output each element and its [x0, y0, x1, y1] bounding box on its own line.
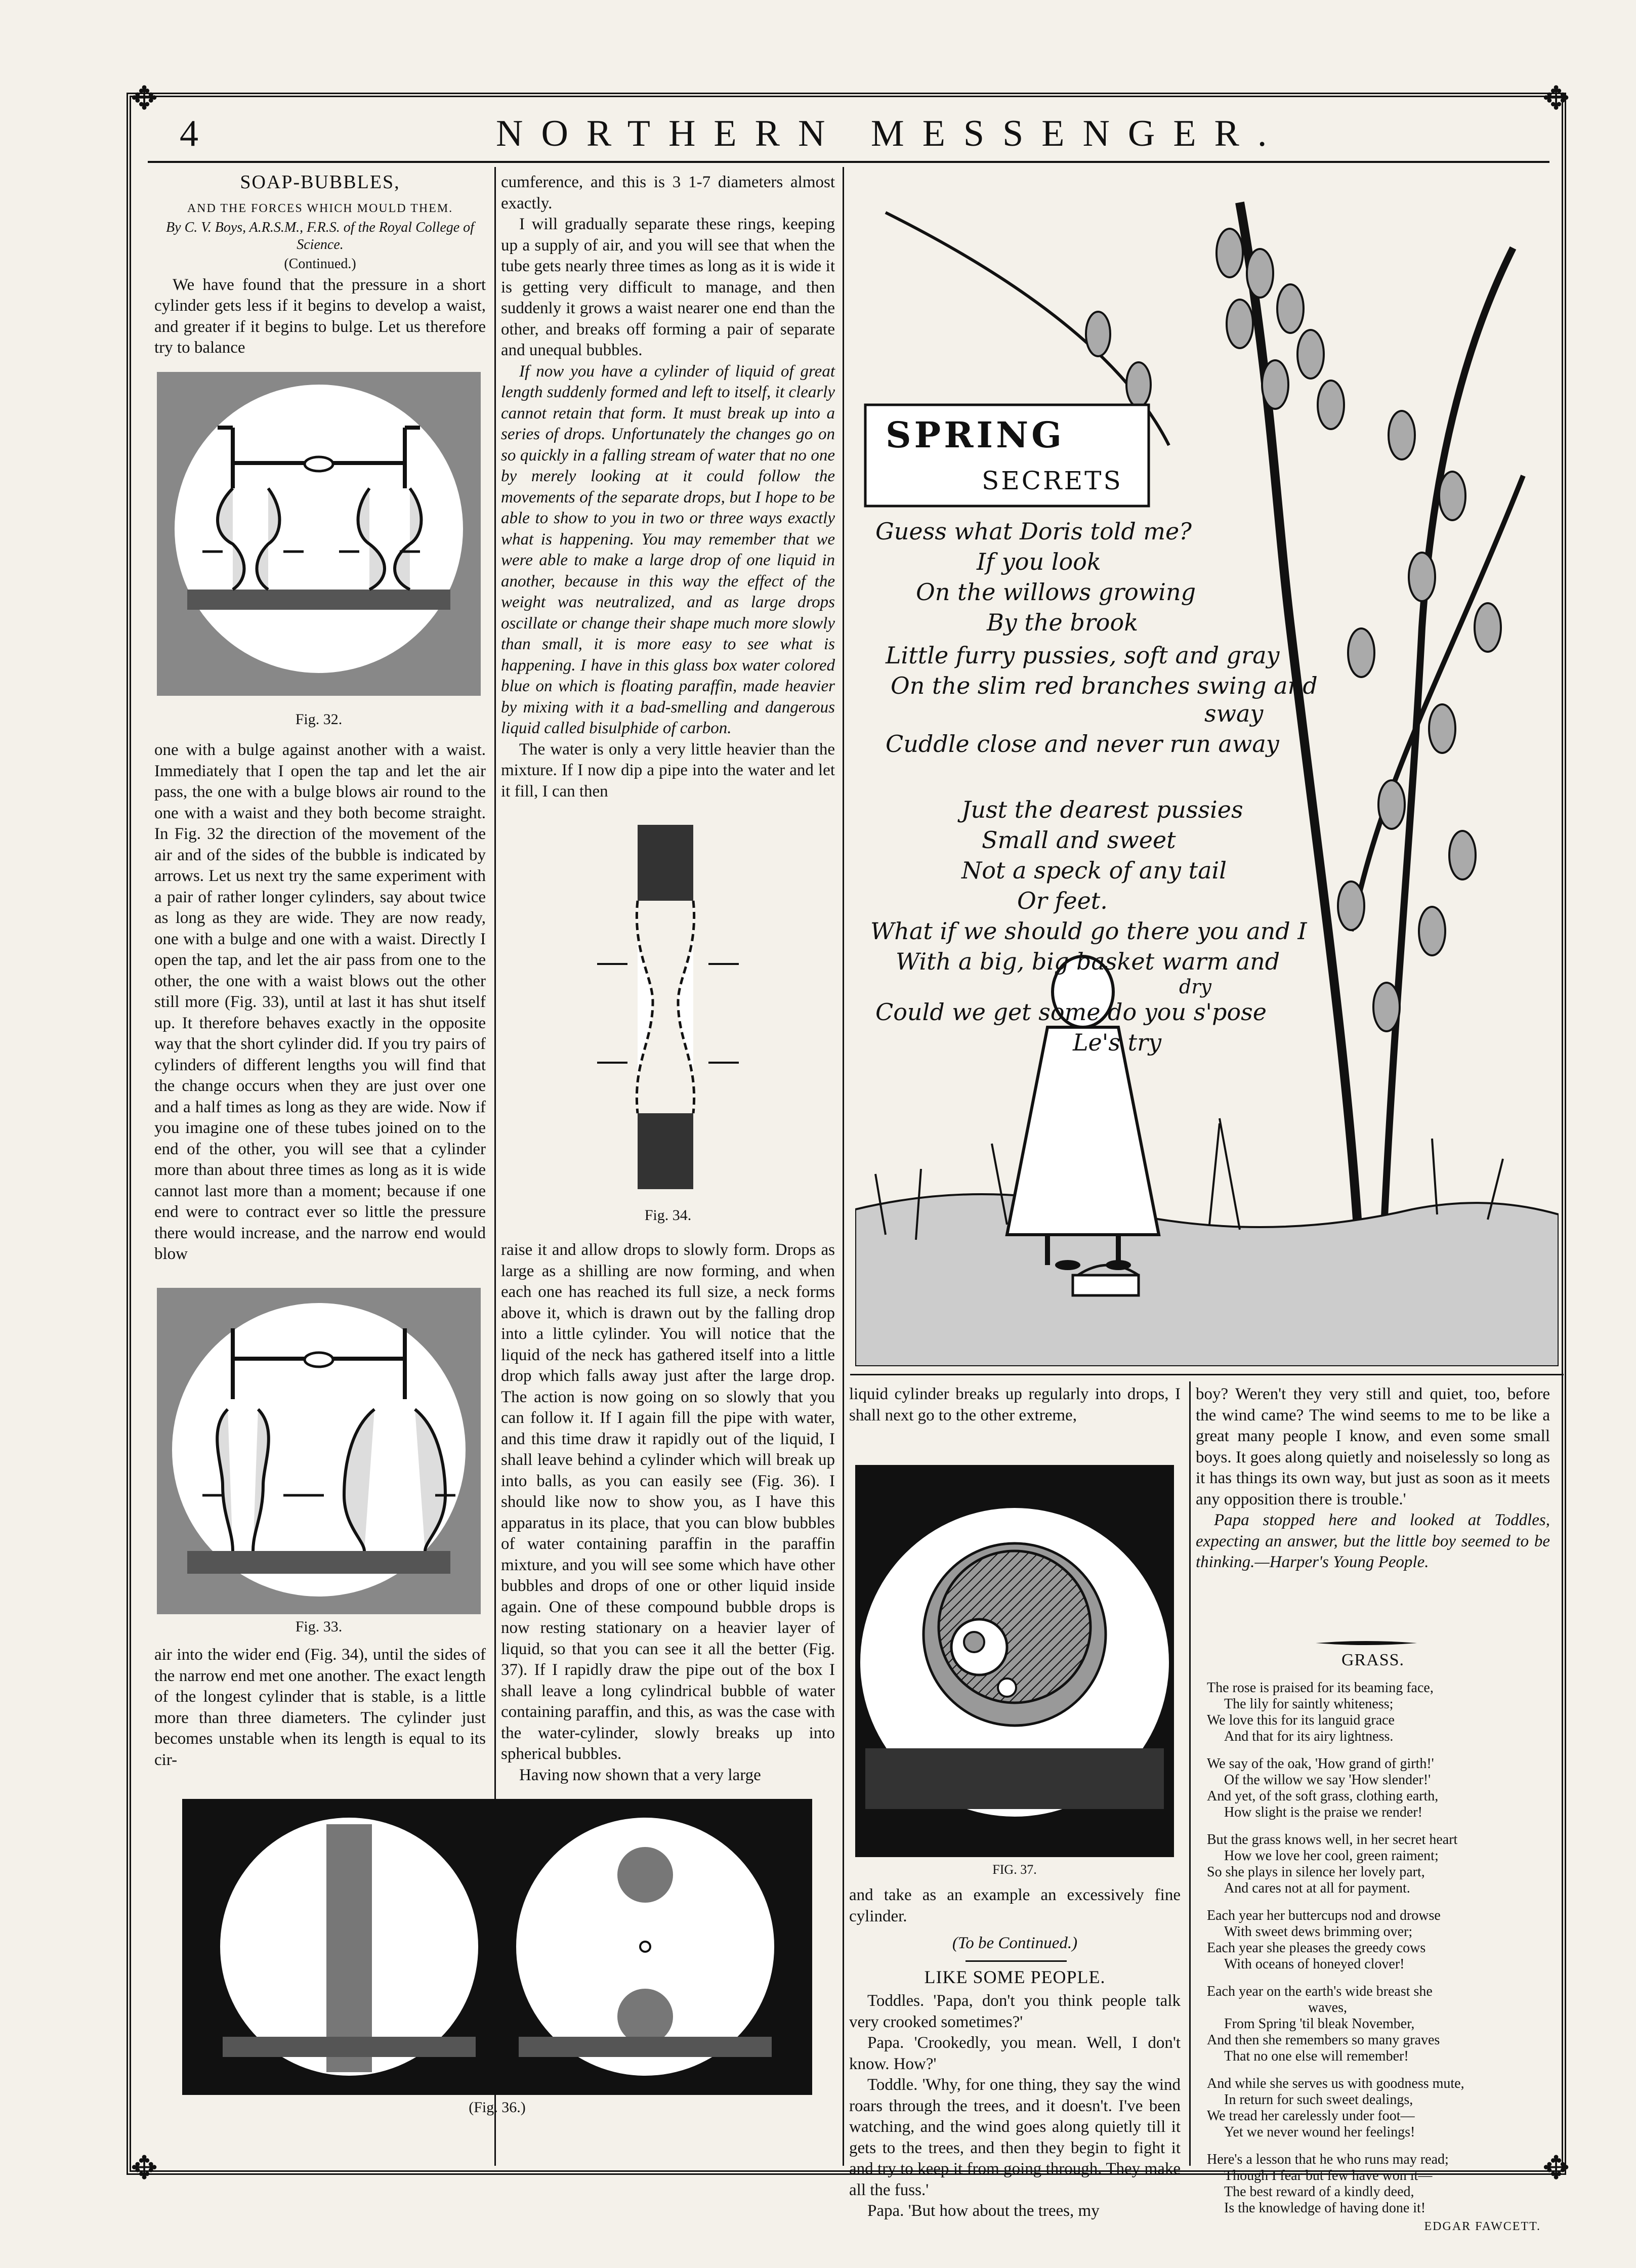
- paragraph: raise it and allow drops to slowly form. Drops as large as a shilling are now forming, and when each one has reached its full size, a neck forms above it, which is drawn out by the falling drop into a little cylinder. You will notice that the liquid of the neck has gathered itself into a little drop which falls away just after the large drop. The action is now going on so slowly that you can follow it. If I again fill the pipe with water, and this time draw it rapidly out of the liquid, I shall leave behind a cylinder which will break up into balls, as you can easily see (Fig. 36). I should like now to show you, as I have this apparatus in its place, that you can blow bubbles of water containing paraffin in the paraffin mixture, and you will see some which have other bubbles and drops of one or other liquid inside again. One of these compound bubble drops is now resting stationary on a heavier layer of liquid, so that you can see it all the better (Fig. 37). If I rapidly draw the pipe out of the box I shall leave a long cylindrical bubble of water containing paraffin, and this, as was the case with the water-cylinder, slowly breaks up into spherical bubbles.: [501, 1241, 835, 1763]
- poem-line: In return for such sweet dealings,: [1224, 2092, 1413, 2108]
- poem-line: Each year her buttercups nod and drowse: [1207, 1908, 1441, 1923]
- paragraph: If now you have a cylinder of liquid of great length suddenly formed and left to itself, it clearly cannot retain that form. It must break up into a series of drops. Unfortunately the changes go on so quickly in a falling stream of water that no one by merely looking at it could follow the movements of the separate drops, but I hope to be able to show to you in two or three ways exactly what is happening. You may remember that we were able to make a large drop of one liquid in another, because in this way the effect of the weight was neutralized, and as large drops oscillate or change their shape much more slowly than small, it is more easy to see what is happening. I have in this glass box water colored blue on which is floating paraffin, made heavier by mixing with it a bad-smelling and dangerous liquid called bisulphide of carbon.: [501, 362, 835, 737]
- paragraph: The water is only a very little heavier than the mixture. If I now dip a pipe into the water and let it fill, I can then: [501, 740, 835, 801]
- ornament-rule: [1316, 1641, 1417, 1645]
- paragraph: and take as an example an excessively fine cylinder.: [849, 1886, 1181, 1925]
- poem-line: And while she serves us with goodness mute,: [1207, 2076, 1464, 2091]
- figure-32-caption: Fig. 32.: [295, 711, 343, 728]
- poem-line: That no one else will remember!: [1224, 2048, 1409, 2064]
- poem-stanza: [1207, 1756, 1551, 1821]
- figure-37: [855, 1465, 1174, 1857]
- paragraph: Papa. 'But how about the trees, my: [867, 2202, 1100, 2220]
- poem-line: By the brook: [987, 609, 1139, 636]
- corner-ornament: ✥: [131, 80, 158, 116]
- poem-line: And cares not at all for payment.: [1224, 1880, 1410, 1896]
- corner-ornament: ✥: [1542, 80, 1570, 116]
- poem-line: Not a speck of any tail: [961, 857, 1227, 884]
- paragraph: Toddle. 'Why, for one thing, they say the wind roars through the trees, and it doesn't. I've been watching, and the wind goes along quietly till it gets to the trees, and then they begin to fight it and try to keep it from going through. They make all the fuss.': [849, 2076, 1181, 2199]
- article-byline: By C. V. Boys, A.R.S.M., F.R.S. of the Royal College of Science.: [166, 220, 474, 253]
- poem-line: The lily for saintly whiteness;: [1224, 1696, 1394, 1712]
- poem-line: Could we get some do you s'pose: [875, 998, 1267, 1026]
- figure-34-caption: Fig. 34.: [644, 1207, 692, 1224]
- masthead-title: NORTHERN MESSENGER.: [496, 113, 1285, 154]
- poem-line: Le's try: [1073, 1029, 1162, 1056]
- poem-line: Each year on the earth's wide breast she: [1207, 1984, 1433, 1999]
- column-rule: [843, 167, 844, 2166]
- article-column-2: [501, 172, 835, 802]
- article-column-3-cont: [849, 1885, 1181, 2222]
- page-number: 4: [180, 113, 198, 154]
- grass-poem: [1207, 1680, 1551, 2235]
- poem-line: On the slim red branches swing and: [891, 672, 1318, 699]
- article-continued: (Continued.): [284, 256, 356, 272]
- poem-line: Just the dearest pussies: [961, 796, 1243, 823]
- poem-line: But the grass knows well, in her secret heart: [1207, 1832, 1458, 1847]
- corner-ornament: ✥: [1542, 2150, 1570, 2186]
- poem-line: On the willows growing: [916, 578, 1196, 606]
- poem-line: waves,: [1308, 2000, 1347, 2015]
- article-column-3: [849, 1384, 1181, 1426]
- poem-line: The rose is praised for its beaming face,: [1207, 1680, 1434, 1696]
- paragraph: liquid cylinder breaks up regularly into drops, I shall next go to the other extreme,: [849, 1385, 1181, 1424]
- poem-line: Though I fear but few have won it—: [1224, 2168, 1433, 2183]
- poem-author: EDGAR FAWCETT.: [1424, 2220, 1541, 2233]
- poem-line: dry: [1179, 976, 1211, 998]
- poem-line: We tread her carelessly under foot—: [1207, 2108, 1415, 2124]
- figure-32: [157, 372, 481, 696]
- paragraph: We have found that the pressure in a short cylinder gets less if it begins to develop a waist, and greater if it begins to bulge. Let us therefore try to balance: [154, 275, 486, 357]
- poem-line: And yet, of the soft grass, clothing earth,: [1207, 1788, 1439, 1804]
- poem-title: GRASS.: [1341, 1651, 1405, 1669]
- paragraph: cumference, and this is 3 1-7 diameters almost exactly.: [501, 173, 835, 213]
- header-rule: [148, 161, 1549, 163]
- poem-line: What if we should go there you and I: [870, 917, 1307, 945]
- figure-34-drawing: [577, 820, 759, 1204]
- paragraph: Having now shown that a very large: [519, 1766, 761, 1784]
- article-column-1: [154, 172, 486, 359]
- poem-line: How slight is the praise we render!: [1224, 1804, 1422, 1820]
- poem-stanza: [1207, 1680, 1551, 1745]
- spring-secrets-illustration: [855, 172, 1559, 1366]
- poem-stanza: [1207, 1832, 1551, 1897]
- poem-line: So she plays in silence her lovely part,: [1207, 1864, 1425, 1880]
- paragraph: one with a bulge against another with a waist. Immediately that I open the tap and let the air pass, the one with a bulge blows air round to the one with a waist and they both become straight. In Fig. 32 the direction of the movement of the air and of the sides of the bubble is indicated by arrows. Let us next try the same experiment with a pair of rather longer cylinders, say about twice as long as they are wide. They are now ready, one with a bulge and one with a waist. Directly I open the tap, and let the air pass from one to the other, the one with a waist blows out the other still more (Fig. 33), until at last it has shut itself up. It therefore behaves exactly in the opposite way that the short cylinder did. If you try pairs of cylinders of different lengths you will find that the change occurs when they are just over one and a half times as long as they are wide. Now if you imagine one of these tubes joined on to the end of the other, you will see that a cylinder more than about three times as long as it is wide cannot last more than a moment; because if one end were to contract ever so little the pressure there would increase, and the narrow end would blow: [154, 741, 486, 1263]
- figure-36-drawing: [182, 1799, 812, 2095]
- poem-line: With sweet dews brimming over;: [1224, 1924, 1413, 1940]
- article-title: SOAP-BUBBLES,: [240, 172, 400, 193]
- paragraph: Papa. 'Crookedly, you mean. Well, I don't know. How?': [849, 2034, 1181, 2073]
- story-title: LIKE SOME PEOPLE.: [924, 1966, 1106, 1987]
- figure-33-caption: Fig. 33.: [295, 1618, 343, 1635]
- article-column-1-end: [154, 1645, 486, 1771]
- spring-title: SPRING: [886, 414, 1065, 456]
- poem-line: The best reward of a kindly deed,: [1224, 2184, 1414, 2200]
- paragraph: I will gradually separate these rings, keeping up a supply of air, and you will see that when the tube gets nearly three times as long as it is wide it is getting very difficult to manage, and then suddenly it grows a waist nearer one end than the other, and breaks off forming a pair of separate and unequal bubbles.: [501, 215, 835, 359]
- poem-line: And then she remembers so many graves: [1207, 2032, 1440, 2048]
- corner-ornament: ✥: [131, 2150, 158, 2186]
- article-column-2-cont: [501, 1240, 835, 1786]
- poem-line: Guess what Doris told me?: [875, 518, 1192, 545]
- poem-stanza: [1207, 1908, 1551, 1972]
- column-rule: [1189, 1381, 1191, 2166]
- poem-stanza: [1207, 2076, 1551, 2140]
- to-be-continued: (To be Continued.): [952, 1934, 1078, 1952]
- poem-line: Of the willow we say 'How slender!': [1224, 1772, 1431, 1788]
- poem-line: Here's a lesson that he who runs may read;: [1207, 2152, 1449, 2167]
- poem-line: We say of the oak, 'How grand of girth!': [1207, 1756, 1434, 1772]
- figure-37-drawing: [855, 1465, 1174, 1857]
- figure-34: [577, 820, 759, 1204]
- paragraph: Papa stopped here and looked at Toddles, expecting an answer, but the little boy seemed to be thinking.—Harper's Young People.: [1196, 1511, 1550, 1571]
- poem-line: Cuddle close and never run away: [886, 730, 1279, 758]
- section-rule: [850, 1374, 1564, 1375]
- figure-36-caption: (Fig. 36.): [469, 2099, 526, 2116]
- figure-33: [157, 1288, 481, 1614]
- poem-line: Or feet.: [1017, 887, 1108, 914]
- figure-36: [182, 1799, 812, 2095]
- divider: [966, 1960, 1067, 1962]
- poem-line: sway: [1204, 700, 1264, 727]
- figure-37-caption: FIG. 37.: [992, 1862, 1037, 1877]
- poem-line: If you look: [977, 548, 1101, 575]
- poem-line: With a big, big basket warm and: [896, 948, 1280, 975]
- poem-line: Little furry pussies, soft and gray: [886, 642, 1280, 669]
- poem-line: How we love her cool, green raiment;: [1224, 1848, 1439, 1864]
- article-subtitle: AND THE FORCES WHICH MOULD THEM.: [187, 201, 453, 215]
- poem-line: Each year she pleases the greedy cows: [1207, 1940, 1426, 1956]
- poem-line: Yet we never wound her feelings!: [1224, 2124, 1415, 2140]
- paragraph: air into the wider end (Fig. 34), until the sides of the narrow end met one another. The exact length of the longest cylinder that is stable, is a little more than three diameters. The cylinder just becomes unstable when its length is equal to its cir-: [154, 1646, 486, 1769]
- figure-33-drawing: [157, 1288, 481, 1614]
- poem-line: And that for its airy lightness.: [1224, 1729, 1394, 1744]
- poem-line: We love this for its languid grace: [1207, 1712, 1395, 1728]
- paragraph: Toddles. 'Papa, don't you think people talk very crooked sometimes?': [849, 1992, 1181, 2031]
- figure-32-drawing: [157, 372, 481, 696]
- spring-subtitle: SECRETS: [982, 466, 1123, 495]
- poem-line: With oceans of honeyed clover!: [1224, 1956, 1405, 1972]
- poem-line: Small and sweet: [982, 826, 1176, 854]
- spring-secrets-drawing: [855, 172, 1559, 1366]
- section-ornament: [1316, 1639, 1417, 1643]
- poem-stanza: [1207, 2152, 1551, 2216]
- poem-line: Is the knowledge of having done it!: [1224, 2200, 1426, 2216]
- poem-stanza: [1207, 1984, 1551, 2065]
- paragraph: boy? Weren't they very still and quiet, too, before the wind came? The wind seems to me to be like a great many people I know, and even some small boys. It goes along quietly and noiselessly so long as it has things its own way, but just as soon as it meets any opposition there is trouble.': [1196, 1385, 1550, 1508]
- article-column-1-cont: [154, 740, 486, 1265]
- poem-line: From Spring 'til bleak November,: [1224, 2016, 1415, 2032]
- story-column-4: [1196, 1384, 1550, 1573]
